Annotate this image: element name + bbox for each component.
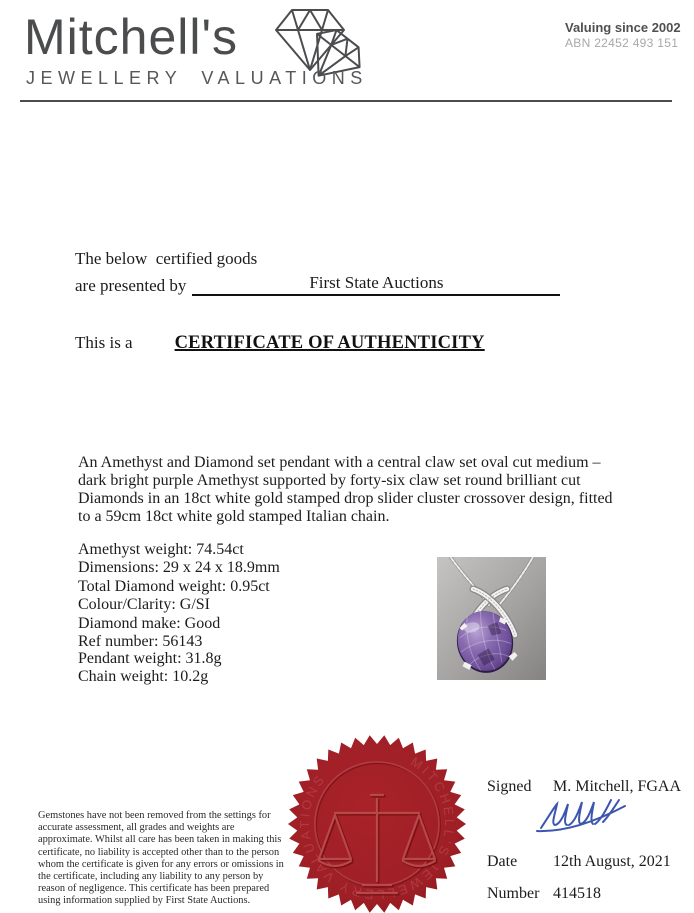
title-prefix: This is a bbox=[75, 333, 133, 352]
signature-block bbox=[487, 778, 687, 903]
header-right-block bbox=[565, 20, 681, 51]
header-divider bbox=[20, 100, 672, 102]
presenter-name: First State Auctions bbox=[192, 273, 560, 296]
certificate-title: CERTIFICATE OF AUTHENTICITY bbox=[174, 333, 485, 353]
brand-subtitle: JEWELLERY VALUATIONS bbox=[26, 68, 368, 88]
brand-name: Mitchell's bbox=[24, 9, 239, 65]
signed-row bbox=[487, 778, 687, 796]
red-wax-seal bbox=[287, 735, 467, 913]
weight-list bbox=[78, 650, 222, 687]
spec-line: Ref number: 56143 bbox=[78, 633, 203, 651]
title-row bbox=[75, 333, 485, 354]
seal-embossed-text: MITCHELL'S JEWELLERY VALUATIONS bbox=[296, 753, 458, 903]
date-value: 12th August, 2021 bbox=[553, 853, 671, 870]
number-label: Number bbox=[487, 885, 540, 902]
spec-line: Colour/Clarity: G/SI bbox=[78, 596, 210, 614]
handwritten-signature bbox=[535, 798, 635, 836]
spec-line: Dimensions: 29 x 24 x 18.9mm bbox=[78, 559, 280, 577]
disclaimer-text: Gemstones have not been removed from the settings for accurate assessment, all grades and weights are approximate. Whilst all care has been taken in making this certificate, no liability is accepted other than to the person whom the certificate is given for any errors or omissions in the certificate, including any liability to any person by reason of negligence. This certificate has been prepared using information supplied by First State Auctions. bbox=[38, 810, 284, 907]
number-value: 414518 bbox=[553, 885, 601, 902]
presented-line1: The below certified goods bbox=[75, 249, 258, 268]
spec-line: Diamond make: Good bbox=[78, 614, 221, 632]
spec-line: Amethyst weight: 74.54ct bbox=[78, 541, 244, 558]
signed-value: M. Mitchell, FGAA bbox=[553, 778, 681, 795]
tagline: Valuing since 2002 bbox=[565, 20, 681, 35]
signed-label: Signed bbox=[487, 778, 532, 795]
spec-line: Total Diamond weight: 0.95ct bbox=[78, 577, 270, 595]
date-row bbox=[487, 853, 687, 871]
spec-list bbox=[78, 541, 280, 652]
presented-by-label: are presented by bbox=[75, 276, 187, 295]
number-row bbox=[487, 885, 687, 903]
pendant-photo bbox=[437, 557, 546, 680]
date-label: Date bbox=[487, 853, 518, 870]
weight-line: Chain weight: 10.2g bbox=[78, 668, 209, 686]
presented-line2 bbox=[75, 273, 560, 296]
weight-line: Pendant weight: 31.8g bbox=[78, 650, 222, 667]
abn-number: ABN 22452 493 151 bbox=[565, 36, 679, 51]
item-description: An Amethyst and Diamond set pendant with a central claw set oval cut medium –dark bright purple Amethyst supported by forty-six claw set round brilliant cut Diamonds in an 18ct white gold stamped drop slider cluster crossover design, fitted to a 59cm 18ct white gold stamped Italian chain. bbox=[78, 454, 613, 525]
